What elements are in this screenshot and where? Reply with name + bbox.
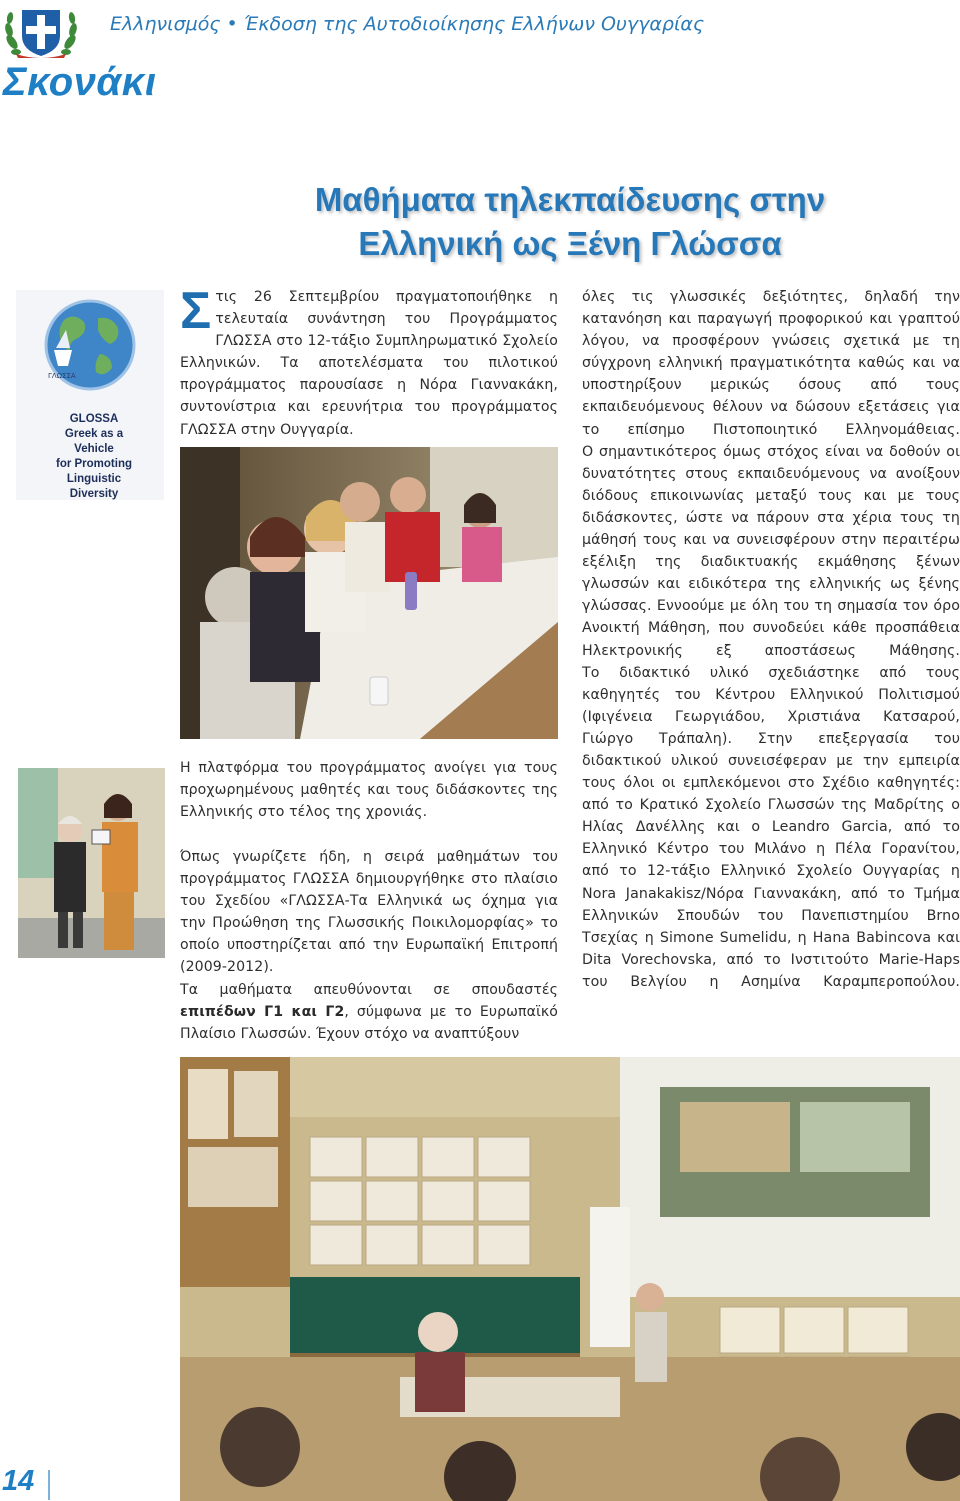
right-paragraph-2: Ο σημαντικότερος όμως στόχος είναι να δοθούν οι δυνατότητες στους εκπαιδευόμενους να ανοίξουν διόδους επικοινωνίας μεταξύ τους και με τους διδάσκοντες, ώστε να πάρουν στα χέρια τους τη μάθησή τους και να συνεισφέρουν στην περαιτέρω εξέλιξη της διαδικτυακής εκμάθησης ξένων γλωσσών και ειδικότερα της ελληνικής ως ξένης γλώσσας. Εννοούμε με όλη του τη σημασία τον όρο Ανοικτή Μάθηση, που συνοδεύει κάθε προσπάθεια Ηλεκτρονικής εξ αποστάσεως Μάθησης. (582, 443, 960, 659)
right-paragraph-3: Το διδακτικό υλικό σχεδιάστηκε από τους καθηγητές του Κέντρου Ελληνικού Πολιτισμού (Ιφιγένεια Γεωργιάδου, Χριστιάνα Κατσαρού, Γιώργο Τράπαλη). Στην επεξεργασία του διδακτικού υλικού συνεισέφεραν με την εμπειρία τους όλοι οι εμπλεκόμενοι στο Σχέδιο καθηγητές: από το Κρατικό Σχολείο Γλωσσών της Μαδρίτης ο Ηλίας Δανέλλης και ο Leandro Garcia, από το Ελληνικό Κέντρο του Μιλάνο η Πέλα Γορανίτου, από το 12-τάξιο Ελληνικό Σχολείο Ουγγαρίας η Nora Janakakisz/Νόρα Γιαννακάκη, από το Τμήμα Ελληνικών Σπουδών του Πανεπιστημίου Brno Τσεχίας η Simone Sumelidu, η Hana Babincova και Dita Vorechovska, από το Ινστιτούτο Marie-Haps του Βελγίου η Ασημίνα Καραμπεροπούλου. (582, 664, 960, 990)
body-paragraph-2 (180, 979, 558, 1045)
classroom-presentation-photo (180, 1057, 960, 1501)
glossa-project-logo (16, 290, 164, 500)
right-paragraph-1: όλες τις γλωσσικές δεξιότητες, δηλαδή την κατανόηση και παραγωγή προφορικού και γραπτού λόγου, να προσφέρουν γνώσεις σχετικά με τη σύγχρονη ελληνική πραγματικότητα καθώς και να υποστηρίξουν μερικώς όσους από τους εκπαιδευόμενους θέλουν να δώσουν εξετάσεις για το επίσημο Πιστοποιητικό Ελληνομάθειας. (582, 289, 960, 438)
glossa-logo-line-2: Greek as a (64, 428, 124, 440)
caption-platform (180, 757, 558, 823)
body-left-column (180, 846, 558, 1045)
masthead: Ελληνισμός • Έκδοση της Αυτοδιοίκησης Ελλήνων Ουγγαρίας (110, 13, 705, 35)
page-number-divider (48, 1470, 50, 1500)
page-number: 14 (2, 1465, 35, 1497)
section-title: Σκονάκι (3, 60, 157, 104)
glossa-logo-line-4: for Promoting (55, 458, 133, 470)
lead-paragraph (180, 282, 558, 441)
caption-platform-text: Η πλατφόρμα του προγράμματος ανοίγει για τους προχωρημένους μαθητές και τους διδάσκοντες της Ελληνικής στο τέλος της χρονιάς. (180, 760, 558, 821)
glossa-logo-line-5: Linguistic (66, 473, 122, 485)
article-title-line-2: Ελληνική ως Ξένη Γλώσσα (358, 225, 782, 262)
body-paragraph-2-bold: επιπέδων Γ1 και Γ2 (180, 1003, 345, 1020)
body-right-column (582, 286, 960, 993)
svg-text:ΓΛΩΣΣΑ: ΓΛΩΣΣΑ (48, 372, 76, 380)
drop-cap: Σ (180, 282, 212, 340)
students-at-table-photo (180, 447, 558, 739)
article-title (230, 178, 910, 266)
article-title-line-1: Μαθήματα τηλεκπαίδευσης στην (314, 181, 826, 218)
body-paragraph-1: Όπως γνωρίζετε ήδη, η σειρά μαθημάτων του προγράμματος ΓΛΩΣΣΑ δημιουργήθηκε στο πλαίσιο του Σχεδίου «ΓΛΩΣΣΑ-Τα Ελληνικά ως όχημα για την Προώθηση της Γλωσσικής Ποικιλομορφίας» το οποίο υποστηρίζεται από την Ευρωπαϊκή Επιτροπή (2009-2012). (180, 849, 558, 976)
body-paragraph-2-start: Τα μαθήματα απευθύνονται σε σπουδαστές (180, 981, 558, 998)
glossa-logo-line-6: Diversity (69, 488, 119, 500)
glossa-logo-line-3: Vehicle (74, 443, 114, 455)
greek-cross-laurel-logo (2, 2, 80, 58)
lead-text: τις 26 Σεπτεμβρίου πραγματοποιήθηκε η τελευταία συνάντηση του Προγράμματος ΓΛΩΣΣΑ στο 12-τάξιο Συμπληρωματικό Σχολείο Ελληνικών. Τα αποτελέσματα του πιλοτικού προγράμματος παρουσίασε η Νόρα Γιαννακάκη, συντονίστρια και ερευνήτρια του προγράμματος ΓΛΩΣΣΑ στην Ουγγαρία. (180, 289, 558, 438)
body-paragraph-2-end: , σύμφωνα με το Ευρωπαϊκό Πλαίσιο Γλωσσών. Έχουν στόχο να αναπτύξουν (180, 1003, 558, 1042)
two-women-photo (18, 768, 165, 958)
glossa-logo-line-1: GLOSSA (69, 413, 119, 425)
